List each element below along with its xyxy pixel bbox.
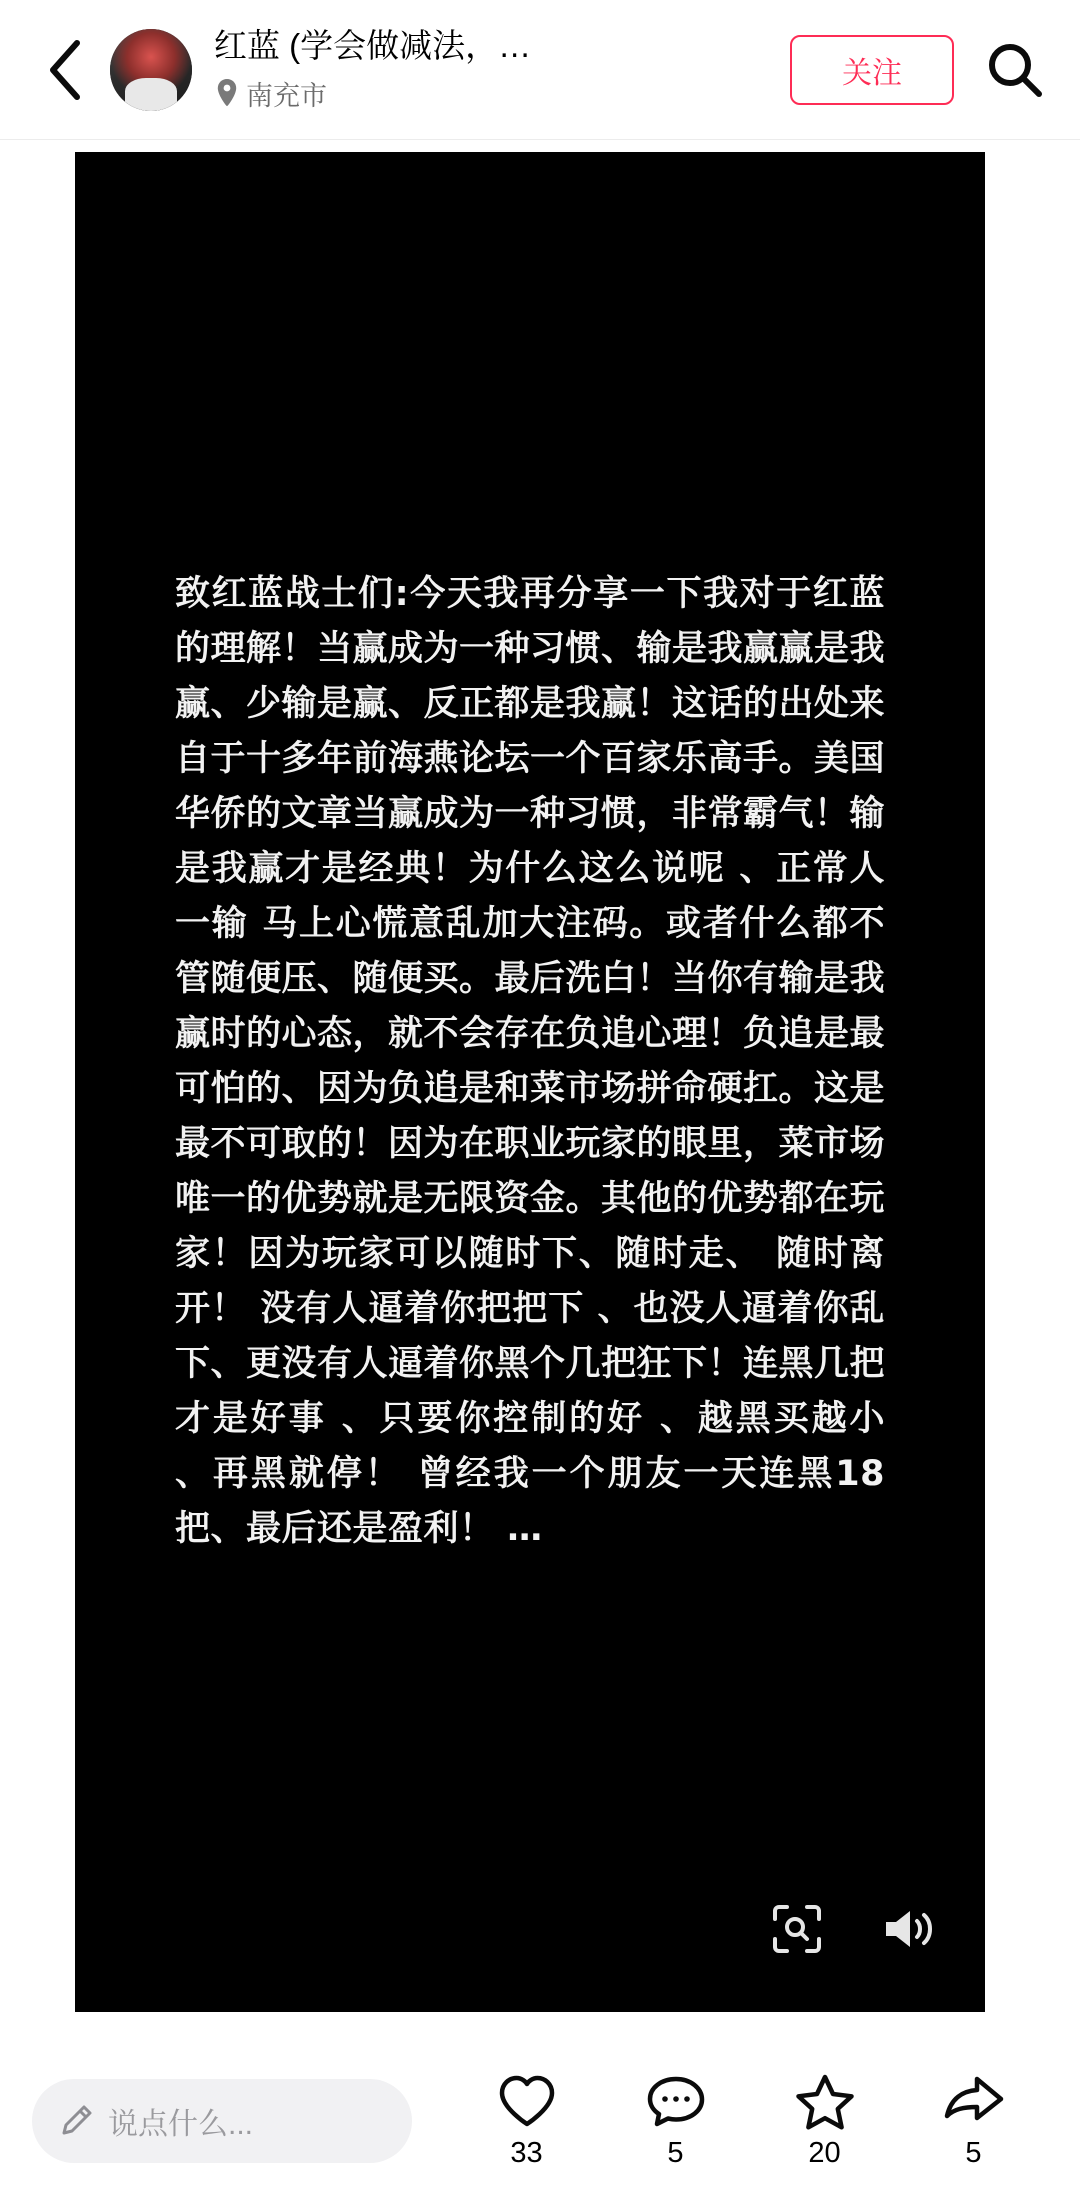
search-button[interactable] [980,35,1050,105]
like-count: 33 [510,2137,543,2169]
favorite-button[interactable] [760,2071,890,2170]
app-header [0,0,1080,140]
favorite-count: 20 [808,2137,841,2169]
location-pin-icon [214,78,240,108]
star-icon [795,2071,855,2133]
comment-icon [646,2071,706,2133]
location-text: 南充市 [246,80,327,111]
bottom-action-bar [0,2030,1080,2211]
media-overlay-controls [769,1901,935,1957]
comment-count: 5 [667,2137,684,2169]
search-icon [986,41,1044,99]
author-name: 红蓝 (学会做减法，… [214,27,532,65]
avatar[interactable] [110,29,192,111]
share-arrow-icon [943,2071,1005,2133]
heart-icon [497,2071,557,2133]
back-button[interactable] [30,35,100,105]
content-area [0,140,1080,2030]
pencil-icon [58,2103,94,2139]
action-buttons [412,2071,1048,2170]
comment-placeholder: 说点什么... [108,2107,254,2141]
share-button[interactable] [909,2071,1039,2170]
volume-on-icon[interactable] [879,1901,935,1957]
post-text: 致红蓝战士们:今天我再分享一下我对于红蓝的理解！当赢成为一种习惯、输是我赢赢是我赢、少输是赢、反正都是我赢！这话的出处来自于十多年前海燕论坛一个百家乐高手。美国华侨的文章当赢成为一种习惯，非常霸气！输是我赢才是经典！为什么这么说呢 、正常人一输 马上心慌意乱加大注码。或者什么都不管随便压、随便买。最后洗白！当你有输是我赢时的心态，就不会存在负追心理！负追是最可怕的、因为负追是和菜市场拼命硬扛。这是最不可取的！因为在职业玩家的眼里，菜市场唯一的优势就是无限资金。其他的优势都在玩家！因为玩家可以随时下、随时走、 随时离开！ 没有人逼着你把把下 、也没人逼着你乱下、更没有人逼着你黑个几把狂下！连黑几把才是好事 、只要你控制的好 、越黑买越小 、再黑就停！ 曾经我一个朋友一天连黑18把、最后还是盈利！ … [175,574,886,1549]
share-count: 5 [965,2137,982,2169]
post-media[interactable] [75,152,985,2012]
follow-button-label: 关注 [842,56,902,90]
comment-input[interactable] [32,2079,412,2163]
comment-button[interactable] [611,2071,741,2170]
chevron-left-icon [45,37,85,103]
location-row [214,74,790,113]
author-info[interactable] [214,26,790,113]
avatar-image-detail [125,78,177,111]
image-scan-icon[interactable] [769,1901,825,1957]
follow-button[interactable] [790,35,954,105]
like-button[interactable] [462,2071,592,2170]
